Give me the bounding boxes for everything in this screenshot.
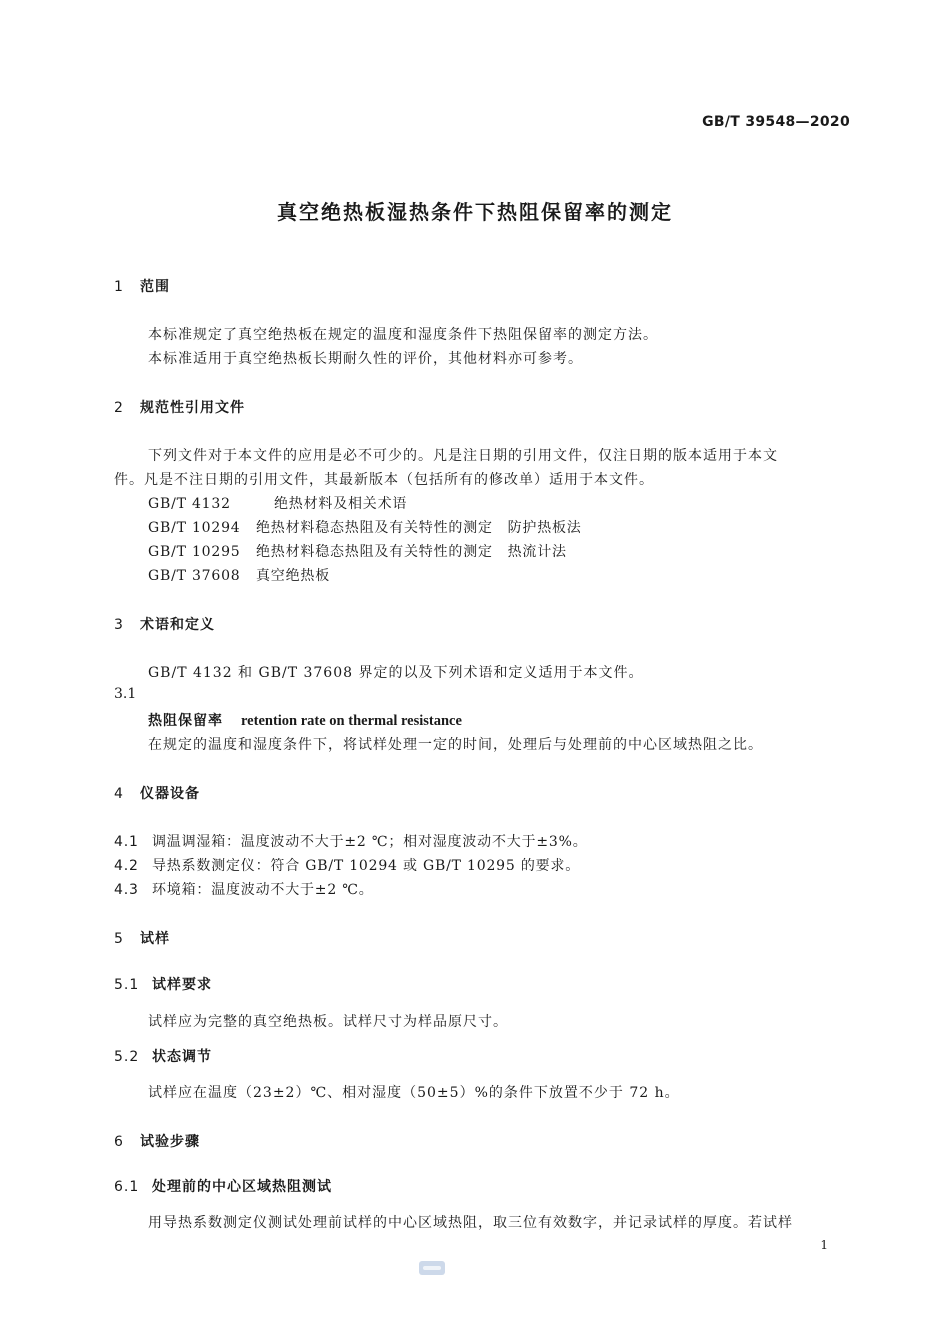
section-number: 5 <box>114 931 124 947</box>
reference-title: 绝热材料稳态热阻及有关特性的测定 防护热板法 <box>256 520 582 536</box>
term-chinese: 热阻保留率 <box>148 713 223 729</box>
subsection-number: 5.1 <box>114 977 140 993</box>
section-5-heading <box>114 928 170 948</box>
section-6-heading <box>114 1131 200 1151</box>
section-title: 试样 <box>140 931 170 947</box>
term-english: retention rate on thermal resistance <box>241 713 462 729</box>
reference-item <box>148 493 407 513</box>
paragraph: 本标准适用于真空绝热板长期耐久性的评价，其他材料亦可参考。 <box>148 351 583 367</box>
item-text: 调温调湿箱：温度波动不大于±2 ℃；相对湿度波动不大于±3%。 <box>152 834 588 850</box>
reference-code: GB/T 10294 <box>148 520 241 536</box>
term-definition: 在规定的温度和湿度条件下，将试样处理一定的时间，处理后与处理前的中心区域热阻之比。 <box>148 737 763 753</box>
section-number: 1 <box>114 279 124 295</box>
reference-title: 真空绝热板 <box>256 568 330 584</box>
term-entry <box>148 710 462 730</box>
subsection-title: 处理前的中心区域热阻测试 <box>152 1179 332 1195</box>
paragraph: 下列文件对于本文件的应用是必不可少的。凡是注日期的引用文件，仅注日期的版本适用于本文 <box>148 448 778 464</box>
reference-code: GB/T 10295 <box>148 544 241 560</box>
document-title: 真空绝热板湿热条件下热阻保留率的测定 <box>277 200 673 224</box>
item-text: 环境箱：温度波动不大于±2 ℃。 <box>152 882 374 898</box>
section-title: 规范性引用文件 <box>140 400 245 416</box>
section-title: 仪器设备 <box>140 786 200 802</box>
section-3-heading <box>114 614 215 634</box>
list-item <box>114 831 588 851</box>
standard-number: GB/T 39548—2020 <box>702 114 850 130</box>
reference-code: GB/T 4132 <box>148 496 231 512</box>
section-title: 试验步骤 <box>140 1134 200 1150</box>
subsection-heading <box>114 974 212 994</box>
subsection-heading <box>114 1176 332 1196</box>
item-number: 4.1 <box>114 834 139 850</box>
paragraph: 试样应在温度（23±2）℃、相对湿度（50±5）%的条件下放置不少于 72 h。 <box>148 1085 680 1101</box>
section-number: 2 <box>114 400 124 416</box>
paragraph: 试样应为完整的真空绝热板。试样尺寸为样品原尺寸。 <box>148 1014 508 1030</box>
section-4-heading <box>114 783 200 803</box>
item-text: 导热系数测定仪：符合 GB/T 10294 或 GB/T 10295 的要求。 <box>152 858 581 874</box>
paragraph: 本标准规定了真空绝热板在规定的温度和湿度条件下热阻保留率的测定方法。 <box>148 327 658 343</box>
subsection-title: 状态调节 <box>152 1049 212 1065</box>
reference-title: 绝热材料及相关术语 <box>274 496 408 512</box>
list-item <box>114 855 580 875</box>
sac-logo-icon <box>418 1260 446 1276</box>
subsection-heading <box>114 1046 212 1066</box>
section-number: 4 <box>114 786 124 802</box>
list-item <box>114 879 374 899</box>
paragraph: 用导热系数测定仪测试处理前试样的中心区域热阻，取三位有效数字，并记录试样的厚度。若试样 <box>148 1215 793 1231</box>
item-number: 4.3 <box>114 882 139 898</box>
reference-item <box>148 565 330 585</box>
reference-code: GB/T 37608 <box>148 568 241 584</box>
section-1-heading <box>114 276 170 296</box>
section-number: 3 <box>114 617 124 633</box>
subsection-number: 6.1 <box>114 1179 140 1195</box>
term-number: 3.1 <box>114 686 137 702</box>
paragraph: 件。凡是不注日期的引用文件，其最新版本（包括所有的修改单）适用于本文件。 <box>114 472 654 488</box>
subsection-number: 5.2 <box>114 1049 140 1065</box>
page-number: 1 <box>820 1238 828 1252</box>
reference-item <box>148 541 567 561</box>
section-number: 6 <box>114 1134 124 1150</box>
reference-item <box>148 517 582 537</box>
subsection-title: 试样要求 <box>152 977 212 993</box>
section-title: 术语和定义 <box>140 617 215 633</box>
section-2-heading <box>114 397 245 417</box>
paragraph: GB/T 4132 和 GB/T 37608 界定的以及下列术语和定义适用于本文件。 <box>148 665 644 681</box>
item-number: 4.2 <box>114 858 139 874</box>
section-title: 范围 <box>140 279 170 295</box>
reference-title: 绝热材料稳态热阻及有关特性的测定 热流计法 <box>256 544 567 560</box>
